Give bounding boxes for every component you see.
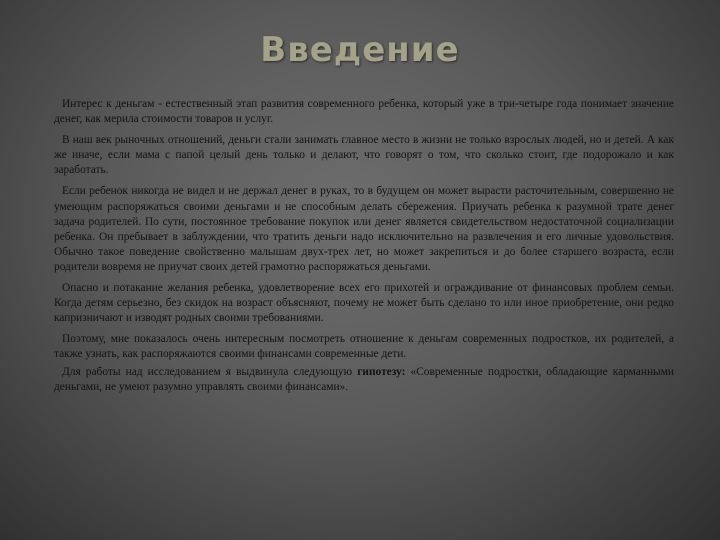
slide-body [54,97,674,401]
hypothesis-keyword: гипотезу: [357,365,406,378]
paragraph-upbringing: Если ребенок никогда не видел и не держал денег в руках, то в будущем он может вырасти расточительным, совершенно не умеющим распоряжаться своими деньгами и не способным делать сбережения. Приучать ребенка к разумной трате денег задача родителей. По сути, постоянное требование покупок или денег является свидетельством недостаточной социализации ребенка. Он пребывает в заблуждении, что тратить деньги надо исключительно на развлечения и его личные удовольствия. Обычно такое поведение свойственно малышам двух-трех лет, но может закрепиться и до более старшего возраста, если родители вовремя не приучат своих детей грамотно распоряжаться деньгами. [54,185,674,273]
paragraph-motivation: Поэтому, мне показалось очень интересным посмотреть отношение к деньгам современных подростков, их родителей, а также узнать, как распоряжаются своими финансами современные дети. [54,333,674,361]
paragraph-market: В наш век рыночных отношений, деньги стали занимать главное место в жизни не только взрослых людей, но и детей. А как же иначе, если мама с папой целый день только и делают, что говорят о том, что сколько стоит, где подорожало и как заработать. [54,134,674,177]
hypothesis-text: «Современные подростки, обладающие карманными деньгами, не умеют разумно управлять своими финансами». [54,365,675,393]
hypothesis-lead: Для работы над исследованием я выдвинула следующую [62,365,358,378]
paragraph-intro: Интерес к деньгам - естественный этап развития современного ребенка, который уже в три-четыре года понимает значение денег, как мерила стоимости товаров и услуг. [54,98,674,126]
slide-title: Введение [260,30,460,70]
paragraph-indulgence: Опасно и потакание желания ребенка, удовлетворение всех его прихотей и ограждивание от финансовых проблем семьи. Когда детям серьезно, без скидок на возраст объясняют, почему не может быть сделано то или иное приобретение, они редко капризничают и изводят родных своими требованиями. [54,282,674,325]
paragraph-hypothesis [54,365,674,395]
